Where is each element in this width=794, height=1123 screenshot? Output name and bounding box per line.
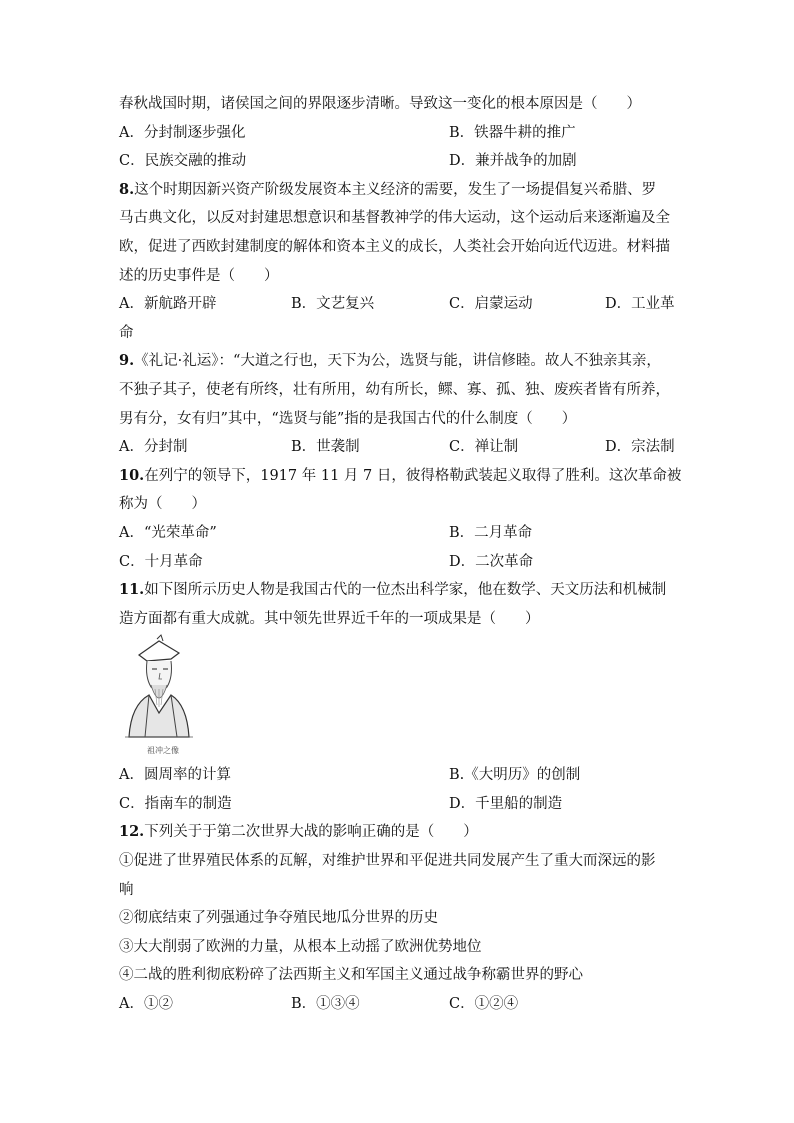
q8-options-row xyxy=(119,290,684,319)
q10-stem-line-2: 称为（ ） xyxy=(119,496,206,513)
portrait-illustration xyxy=(119,633,195,741)
q7-option-b[interactable]: B．铁器牛耕的推广 xyxy=(449,124,576,141)
q7-option-d[interactable]: D．兼并战争的加剧 xyxy=(449,153,577,170)
q10-options-row-2 xyxy=(119,548,684,577)
q8-option-d[interactable]: D．工业革 xyxy=(605,296,675,313)
q7-option-a[interactable]: A．分封制逐步强化 xyxy=(119,124,246,141)
q12-option-b[interactable]: B．①③④ xyxy=(291,996,360,1013)
q9-option-a[interactable]: A．分封制 xyxy=(119,439,188,456)
q10-stem-line-1: 10.在列宁的领导下，1917 年 11 月 7 日，彼得格勒武装起义取得了胜利。这次革命被 xyxy=(119,466,682,484)
q9-number: 9. xyxy=(119,352,135,370)
q8-option-c[interactable]: C．启蒙运动 xyxy=(449,296,533,313)
q9-option-d[interactable]: D．宗法制 xyxy=(605,439,675,456)
q10-options-row-1 xyxy=(119,519,684,548)
q9-stem-line-1: 9.《礼记·礼运》：“大道之行也，天下为公，选贤与能，讲信修睦。故人不独亲其亲， xyxy=(119,352,661,370)
q7-stem: 春秋战国时期，诸侯国之间的界限逐步清晰。导致这一变化的根本原因是（ ） xyxy=(119,96,641,112)
q11-stem-line-2: 造方面都有重大成就。其中领先世界近千年的一项成果是（ ） xyxy=(119,610,540,627)
q9-stem-line-2: 不独子其子，使老有所终，壮有所用，幼有所长，鳏、寡、孤、独、废疾者皆有所养， xyxy=(119,381,670,398)
q11-figure-caption: 祖冲之像 xyxy=(147,746,179,756)
q12-options-row xyxy=(119,990,684,1019)
q8-stem-line-4: 述的历史事件是（ ） xyxy=(119,267,279,284)
q8-option-b[interactable]: B．文艺复兴 xyxy=(291,296,375,313)
q7-option-c[interactable]: C．民族交融的推动 xyxy=(119,153,247,170)
q12-option-c[interactable]: C．①②④ xyxy=(449,996,519,1013)
q12-number: 12. xyxy=(119,823,145,841)
q11-option-c[interactable]: C．指南车的制造 xyxy=(119,795,232,812)
q12-item-4: ④二战的胜利彻底粉碎了法西斯主义和军国主义通过战争称霸世界的野心 xyxy=(119,967,583,984)
q11-options-row-2 xyxy=(119,790,684,819)
q11-number: 11. xyxy=(119,581,145,599)
q10-option-b[interactable]: B．二月革命 xyxy=(449,524,533,541)
q7-options-row-1 xyxy=(119,119,684,148)
q11-stem-line-1: 11.如下图所示历史人物是我国古代的一位杰出科学家，他在数学、天文历法和机械制 xyxy=(119,581,667,599)
q11-options-row-1 xyxy=(119,761,684,790)
q12-item-1: ①促进了世界殖民体系的瓦解，对维护世界和平促进共同发展产生了重大而深远的影 xyxy=(119,853,656,870)
q8-stem-line-3: 欧，促进了西欧封建制度的解体和资本主义的成长，人类社会开始向近代迈进。材料描 xyxy=(119,238,670,255)
q9-option-b[interactable]: B．世袭制 xyxy=(291,439,360,456)
q8-stem-line-1: 8.这个时期因新兴资产阶级发展资本主义经济的需要，发生了一场提倡复兴希腊、罗 xyxy=(119,180,657,198)
q11-figure xyxy=(119,633,684,761)
q12-item-1-wrap: 响 xyxy=(119,881,134,898)
exam-page xyxy=(119,90,684,1019)
q8-number: 8. xyxy=(119,180,135,198)
q8-option-d-wrap: 命 xyxy=(119,324,134,341)
q8-option-a[interactable]: A．新航路开辟 xyxy=(119,296,217,313)
q10-option-d[interactable]: D．二次革命 xyxy=(449,553,534,570)
q10-number: 10. xyxy=(119,466,145,484)
q7-options-row-2 xyxy=(119,147,684,176)
q11-option-b[interactable]: B.《大明历》的创制 xyxy=(449,767,581,784)
q8-stem-line-2: 马古典文化，以反对封建思想意识和基督教神学的伟大运动，这个运动后来逐渐遍及全 xyxy=(119,210,670,227)
q10-option-c[interactable]: C．十月革命 xyxy=(119,553,203,570)
q12-item-2: ②彻底结束了列强通过争夺殖民地瓜分世界的历史 xyxy=(119,910,438,927)
q9-options-row xyxy=(119,433,684,462)
q12-stem: 12.下列关于于第二次世界大战的影响正确的是（ ） xyxy=(119,823,478,841)
q11-option-a[interactable]: A．圆周率的计算 xyxy=(119,767,231,784)
q12-item-3: ③大大削弱了欧洲的力量，从根本上动摇了欧洲优势地位 xyxy=(119,938,482,955)
q9-option-c[interactable]: C．禅让制 xyxy=(449,439,519,456)
q9-stem-line-3: 男有分，女有归”其中，“选贤与能”指的是我国古代的什么制度（ ） xyxy=(119,410,577,427)
q11-option-d[interactable]: D．千里船的制造 xyxy=(449,795,563,812)
q10-option-a[interactable]: A．“光荣革命” xyxy=(119,524,217,541)
q12-option-a[interactable]: A．①② xyxy=(119,996,173,1013)
